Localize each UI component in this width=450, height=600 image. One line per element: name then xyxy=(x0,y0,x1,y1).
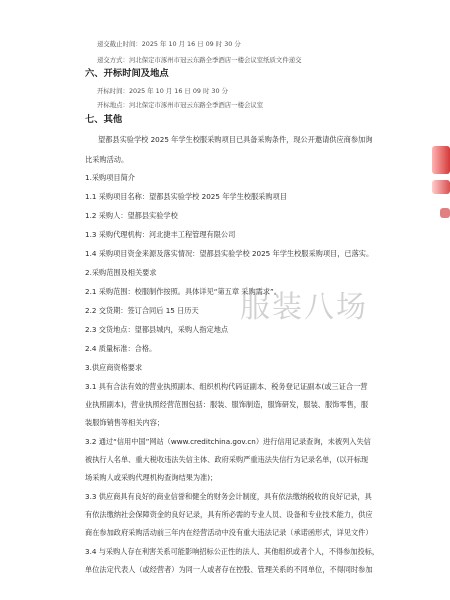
submission-method-line: 递交方式：河北保定市涿州市冠云东路全季酒店一楼会议室纸质文件递交 xyxy=(97,56,302,64)
red-seal-fragment xyxy=(432,180,450,194)
section-seven-heading: 七、其他 xyxy=(85,114,123,125)
item-1-4: 1.4 采购项目资金来源及落实情况：望都县实验学校 2025 年学生校服采购项目，已落实。 xyxy=(85,249,374,258)
item-1-1: 1.1 采购项目名称：望都县实验学校 2025 年学生校服采购项目 xyxy=(85,192,287,201)
opening-time-line: 开标时间：2025 年 10 月 16 日 09 时 30 分 xyxy=(97,87,228,95)
item-3-3-line-3: 商在参加政府采购活动前三年内在经营活动中没有重大违法记录（承诺函形式，详见文件） xyxy=(85,528,373,537)
item-1-3: 1.3 采购代理机构：河北捷丰工程管理有限公司 xyxy=(85,230,236,239)
subsection-2-title: 2.采购范围及相关要求 xyxy=(85,268,157,277)
opening-place-line: 开标地点：河北保定市涿州市冠云东路全季酒店一楼会议室 xyxy=(97,101,264,109)
subsection-3-title: 3.供应商资格要求 xyxy=(85,363,143,372)
intro-paragraph-line-1: 望都县实验学校 2025 年学生校服采购项目已具备采购条件，现公开邀请供应商参加询 xyxy=(98,135,373,144)
deadline-line: 递交截止时间：2025 年 10 月 16 日 09 时 30 分 xyxy=(97,40,241,48)
item-3-3-line-2: 有依法缴纳社会保障资金的良好记录，具有所必需的专业人员、设备和专业技术能力，供应 xyxy=(85,510,373,519)
watermark: 服装八场 xyxy=(240,290,368,325)
item-3-2-line-1: 3.2 通过“信用中国”网站（www.creditchina.gov.cn）进行信用记录查询，未被列入失信 xyxy=(85,437,371,446)
item-2-2: 2.2 交货期：签订合同后 15 日历天 xyxy=(85,306,199,315)
item-3-1-line-1: 3.1 具有合法有效的营业执照副本、组织机构代码证副本、税务登记证副本(或三证合一营 xyxy=(85,382,368,391)
item-3-1-line-3: 装服饰销售等相关内容； xyxy=(85,418,165,427)
item-2-4: 2.4 质量标准：合格。 xyxy=(85,344,157,353)
item-3-4-line-1: 3.4 与采购人存在利害关系可能影响招标公正性的法人、其他组织或者个人，不得参加投标， xyxy=(85,547,380,556)
item-3-2-line-2: 被执行人名单、重大税收违法失信主体、政府采购严重违法失信行为记录名单，(以开标现 xyxy=(85,455,369,464)
item-3-3-line-1: 3.3 供应商具有良好的商业信誉和健全的财务会计制度，具有依法缴纳税收的良好记录，具 xyxy=(85,492,372,501)
subsection-1-title: 1.采购项目简介 xyxy=(85,173,135,182)
section-six-heading: 六、开标时间及地点 xyxy=(85,68,169,79)
intro-paragraph-line-2: 比采购活动。 xyxy=(85,155,129,164)
item-2-3: 2.3 交货地点：望都县城内，采购人指定地点 xyxy=(85,325,229,334)
red-seal-fragment xyxy=(432,146,450,174)
item-2-1: 2.1 采购范围：校服制作按照。具体详见“第五章 采购需求”。 xyxy=(85,287,281,296)
item-3-1-line-2: 业执照副本)，营业执照经营范围包括：服装、服饰制造，服饰研发，服装、服饰零售，服 xyxy=(85,400,369,409)
item-3-2-line-3: 场采购人或采购代理机构查询结果为准)； xyxy=(85,473,218,482)
red-seal-fragment xyxy=(440,208,450,218)
item-3-4-line-2: 单位法定代表人（或经营者）为同一人或者存在控股、管理关系的不同单位，不得同时参加 xyxy=(85,565,373,574)
item-1-2: 1.2 采购人：望都县实验学校 xyxy=(85,211,178,220)
